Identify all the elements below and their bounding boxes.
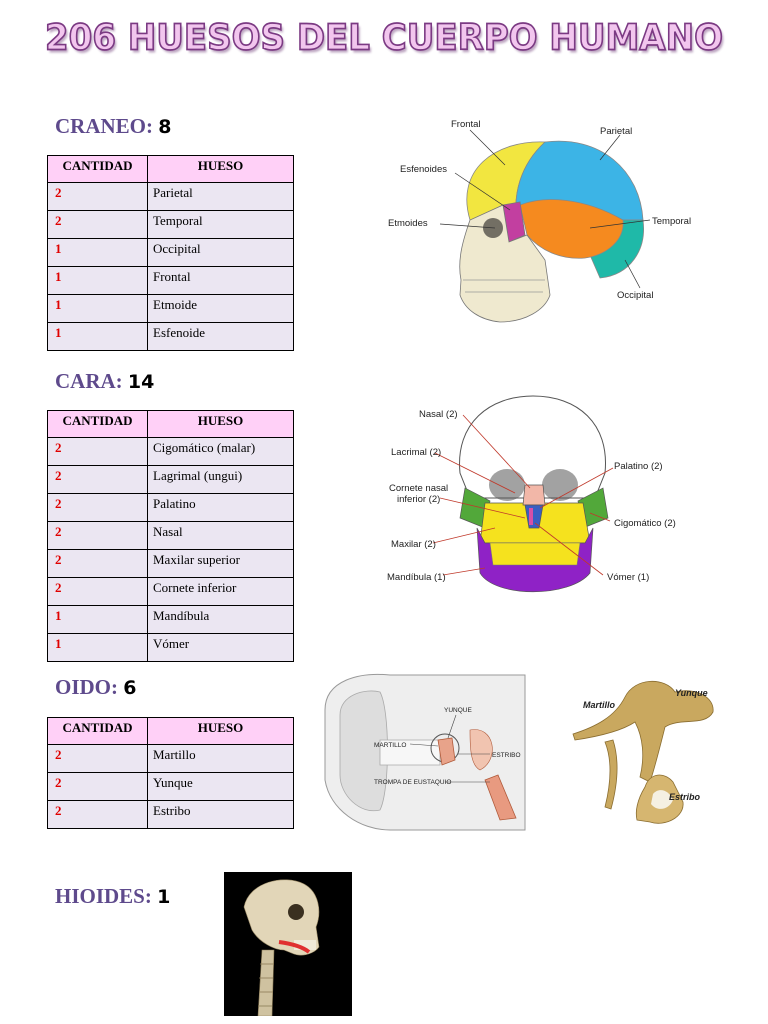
quantity-cell: 2 <box>48 438 148 466</box>
table-row <box>48 578 294 606</box>
table-row <box>48 494 294 522</box>
label-cigomatico: Cigomático (2) <box>614 518 676 529</box>
label-nasal: Nasal (2) <box>419 409 458 420</box>
ossicles-figure <box>565 672 725 837</box>
bone-name-cell: Yunque <box>148 773 294 801</box>
craneo-name: CRANEO: <box>55 114 153 138</box>
quantity-cell: 2 <box>48 466 148 494</box>
skull-side-figure <box>385 110 705 335</box>
bone-name-cell: Maxilar superior <box>148 550 294 578</box>
quantity-cell: 2 <box>48 745 148 773</box>
label-temporal: Temporal <box>652 216 692 227</box>
hioides-heading <box>55 884 170 909</box>
column-header-cantidad: CANTIDAD <box>48 156 148 183</box>
hyoid-figure <box>224 872 352 1016</box>
bone-name-cell: Etmoide <box>148 295 294 323</box>
table-row <box>48 745 294 773</box>
craneo-table <box>47 155 294 351</box>
craneo-rows <box>48 183 294 351</box>
bone-name-cell: Mandíbula <box>148 606 294 634</box>
left-orbit <box>489 469 525 501</box>
quantity-cell: 2 <box>48 550 148 578</box>
bone-name-cell: Nasal <box>148 522 294 550</box>
quantity-cell: 2 <box>48 494 148 522</box>
skull-eye <box>288 904 304 920</box>
right-orbit <box>542 469 578 501</box>
cara-heading <box>55 369 154 394</box>
table-row <box>48 438 294 466</box>
quantity-cell: 1 <box>48 606 148 634</box>
bone-name-cell: Temporal <box>148 211 294 239</box>
quantity-cell: 2 <box>48 183 148 211</box>
cara-table <box>47 410 294 662</box>
column-header-hueso: HUESO <box>148 156 294 183</box>
bone-name-cell: Cigomático (malar) <box>148 438 294 466</box>
page-title: 206 HUESOS DEL CUERPO HUMANO <box>45 17 723 59</box>
quantity-cell: 1 <box>48 634 148 662</box>
quantity-cell: 2 <box>48 578 148 606</box>
table-row <box>48 239 294 267</box>
label-trompa: TROMPA DE EUSTAQUIO <box>374 779 452 786</box>
oido-rows <box>48 745 294 829</box>
column-header-hueso: HUESO <box>148 411 294 438</box>
quantity-cell: 1 <box>48 267 148 295</box>
table-row <box>48 801 294 829</box>
skull-front-figure <box>385 393 685 608</box>
bone-name-cell: Martillo <box>148 745 294 773</box>
bone-name-cell: Occipital <box>148 239 294 267</box>
table-row <box>48 295 294 323</box>
label-vomer: Vómer (1) <box>607 572 650 583</box>
label-lacrimal: Lacrimal (2) <box>391 447 442 458</box>
bone-name-cell: Parietal <box>148 183 294 211</box>
table-row <box>48 267 294 295</box>
quantity-cell: 1 <box>48 323 148 351</box>
label-mandibula: Mandíbula (1) <box>387 572 446 583</box>
column-header-cantidad: CANTIDAD <box>48 718 148 745</box>
label-parietal: Parietal <box>600 126 633 137</box>
oido-heading <box>55 675 136 700</box>
label-maxilar: Maxilar (2) <box>391 539 436 550</box>
nasal-bones <box>523 485 545 505</box>
hioides-name: HIOIDES: <box>55 884 152 908</box>
bone-name-cell: Palatino <box>148 494 294 522</box>
label-esfenoides: Esfenoides <box>400 164 448 175</box>
teeth <box>490 543 580 565</box>
label-martillo-ear: MARTILLO <box>374 742 407 749</box>
column-header-cantidad: CANTIDAD <box>48 411 148 438</box>
cara-count: 14 <box>127 371 155 393</box>
label-martillo: Martillo <box>583 700 616 710</box>
quantity-cell: 1 <box>48 295 148 323</box>
quantity-cell: 1 <box>48 239 148 267</box>
oido-name: OIDO: <box>55 675 118 699</box>
table-row <box>48 634 294 662</box>
oido-table <box>47 717 294 829</box>
label-cornete-1: Cornete nasal <box>389 483 449 494</box>
table-row <box>48 606 294 634</box>
table-row <box>48 466 294 494</box>
inferior-concha <box>529 508 533 525</box>
quantity-cell: 2 <box>48 801 148 829</box>
cara-rows <box>48 438 294 662</box>
table-header-row <box>48 411 294 438</box>
quantity-cell: 2 <box>48 211 148 239</box>
label-estribo: Estribo <box>669 792 701 802</box>
cranium-front <box>460 396 606 498</box>
malleus-handle <box>605 740 617 809</box>
table-row <box>48 183 294 211</box>
quantity-cell: 2 <box>48 522 148 550</box>
table-row <box>48 211 294 239</box>
table-header-row <box>48 156 294 183</box>
label-estribo-ear: ESTRIBO <box>492 752 521 759</box>
cara-name: CARA: <box>55 369 123 393</box>
label-palatino: Palatino (2) <box>614 461 663 472</box>
table-row <box>48 550 294 578</box>
label-yunque-ear: YUNQUE <box>444 707 472 714</box>
bone-name-cell: Cornete inferior <box>148 578 294 606</box>
table-row <box>48 323 294 351</box>
craneo-count: 8 <box>158 116 172 138</box>
oido-count: 6 <box>123 677 137 699</box>
column-header-hueso: HUESO <box>148 718 294 745</box>
quantity-cell: 2 <box>48 773 148 801</box>
bone-name-cell: Frontal <box>148 267 294 295</box>
label-cornete-2: inferior (2) <box>397 494 441 505</box>
craneo-heading <box>55 114 171 139</box>
bone-name-cell: Lagrimal (ungui) <box>148 466 294 494</box>
table-header-row <box>48 718 294 745</box>
table-row <box>48 773 294 801</box>
label-frontal: Frontal <box>451 119 481 130</box>
hioides-count: 1 <box>157 886 171 908</box>
table-row <box>48 522 294 550</box>
bone-name-cell: Estribo <box>148 801 294 829</box>
label-etmoides: Etmoides <box>388 218 428 229</box>
label-occipital: Occipital <box>617 290 654 301</box>
bone-name-cell: Vómer <box>148 634 294 662</box>
label-yunque: Yunque <box>675 688 708 698</box>
bone-name-cell: Esfenoide <box>148 323 294 351</box>
ear-figure <box>320 670 530 835</box>
